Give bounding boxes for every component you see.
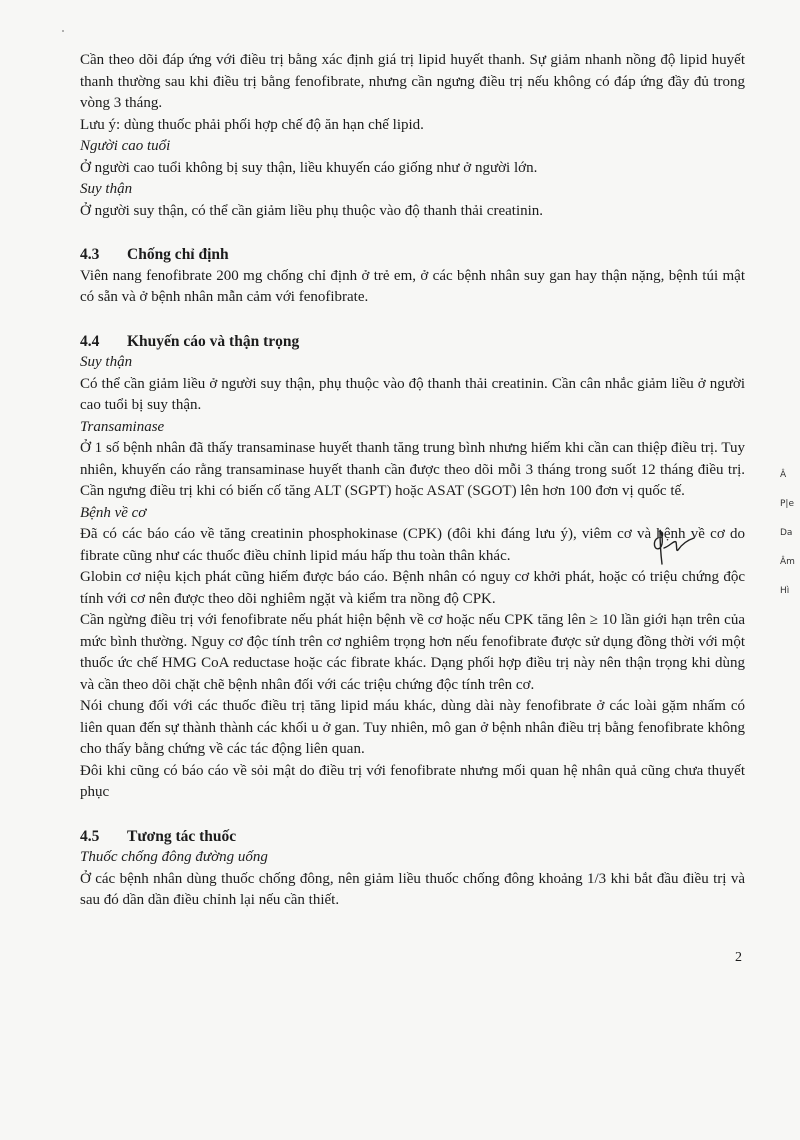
scan-dust-mark	[62, 30, 64, 32]
paragraph: Nói chung đối với các thuốc điều trị tăng lipid máu khác, dùng dài này fenofibrate ở các loài gặm nhấm có liên quan đến sự thành thành các khối u ở gan. Tuy nhiên, mô gan ở bệnh nhân điều trị bằng fenofibrate không cho thấy bằng chứng về các tác động liên quan.	[80, 698, 745, 757]
edge-mark: Da	[780, 528, 793, 538]
scan-edge-marks	[780, 470, 800, 615]
section-number: 4.3	[80, 246, 100, 263]
paragraph: Cần ngừng điều trị với fenofibrate nếu phát hiện bệnh về cơ hoặc nếu CPK tăng lên ≥ 10 lần giới hạn trên của mức bình thường. Nguy cơ độc tính trên cơ nghiêm trọng hơn nếu fenofibrate được sử dụng đồng thời với một thuốc ức chế HMG CoA reductase hoặc các fibrate khác. Dạng phối hợp điều trị này nên thận trọng khi dùng và cần theo dõi chặt chẽ bệnh nhân đối với các triệu chứng độc tính trên cơ.	[80, 612, 745, 693]
subheading: Transaminase	[80, 418, 165, 435]
edge-mark: Âm	[780, 557, 795, 567]
paragraph: Ở các bệnh nhân dùng thuốc chống đông, nên giảm liều thuốc chống đông khoảng 1/3 khi bắt đầu điều trị và sau đó dần dần điều chỉnh lại nếu cần thiết.	[80, 870, 745, 908]
paragraph: Ở 1 số bệnh nhân đã thấy transaminase huyết thanh tăng trung bình nhưng hiếm khi cần can thiệp điều trị. Tuy nhiên, khuyến cáo rằng transaminase huyết thanh cần được theo dõi mỗi 3 tháng trong suốt 12 tháng điều trị. Cần ngưng điều trị khi có biến cố tăng ALT (SGPT) hoặc ASAT (SGOT) lên hơn 100 đơn vị quốc tế.	[80, 440, 745, 499]
document-body	[80, 50, 745, 912]
section-title: Chống chỉ định	[127, 246, 229, 263]
section-heading	[80, 331, 745, 353]
paragraph: Đã có các báo cáo về tăng creatinin phosphokinase (CPK) (đôi khi đáng lưu ý), viêm cơ và bệnh về cơ do fibrate cũng như các thuốc điều chỉnh lipid máu hấp thu toàn thân khác.	[80, 526, 745, 564]
paragraph: Lưu ý: dùng thuốc phải phối hợp chế độ ăn hạn chế lipid.	[80, 116, 424, 133]
subheading: Bệnh về cơ	[80, 504, 147, 521]
paragraph: Đôi khi cũng có báo cáo về sỏi mật do điều trị với fenofibrate nhưng mối quan hệ nhân quả cũng chưa thuyết phục	[80, 762, 745, 800]
section-title: Khuyến cáo và thận trọng	[127, 332, 300, 350]
handwritten-initial	[650, 526, 710, 571]
section-heading	[80, 826, 745, 848]
section-heading	[80, 244, 745, 266]
subheading: Người cao tuổi	[80, 138, 171, 154]
section-number: 4.5	[80, 827, 100, 845]
subheading: Suy thận	[80, 181, 133, 197]
page-number: 2	[735, 950, 742, 965]
edge-mark: Â	[780, 470, 787, 480]
section-number: 4.4	[80, 332, 100, 350]
paragraph: Ở người suy thận, có thể cần giảm liều phụ thuộc vào độ thanh thải creatinin.	[80, 202, 544, 219]
edge-mark: Hì	[780, 586, 790, 596]
subheading: Thuốc chống đông đường uống	[80, 849, 268, 865]
paragraph: Cần theo dõi đáp ứng với điều trị bằng xác định giá trị lipid huyết thanh. Sự giảm nhanh nồng độ lipid huyết thanh thường sau khi điều trị bằng fenofibrate, nhưng cần ngưng điều trị nếu không có đáp ứng đầy đủ trong vòng 3 tháng.	[80, 52, 745, 111]
paragraph: Ở người cao tuổi không bị suy thận, liều khuyến cáo giống như ở người lớn.	[80, 159, 538, 176]
section-title: Tương tác thuốc	[127, 827, 237, 845]
paragraph: Viên nang fenofibrate 200 mg chống chỉ định ở trẻ em, ở các bệnh nhân suy gan hay thận nặng, bệnh túi mật có sẵn và ở bệnh nhân mẫn cảm với fenofibrate.	[80, 267, 745, 305]
subheading: Suy thận	[80, 354, 133, 370]
edge-mark: P|e	[780, 499, 794, 509]
paragraph: Có thể cần giảm liều ở người suy thận, phụ thuộc vào độ thanh thải creatinin. Cần cân nhắc giảm liều ở người cao tuổi bị suy thận.	[80, 375, 745, 413]
paragraph: Globin cơ niệu kịch phát cũng hiếm được báo cáo. Bệnh nhân có nguy cơ khởi phát, hoặc có triệu chứng độc tính với cơ nên được theo dõi nghiêm ngặt và kiểm tra nồng độ CPK.	[80, 569, 745, 607]
